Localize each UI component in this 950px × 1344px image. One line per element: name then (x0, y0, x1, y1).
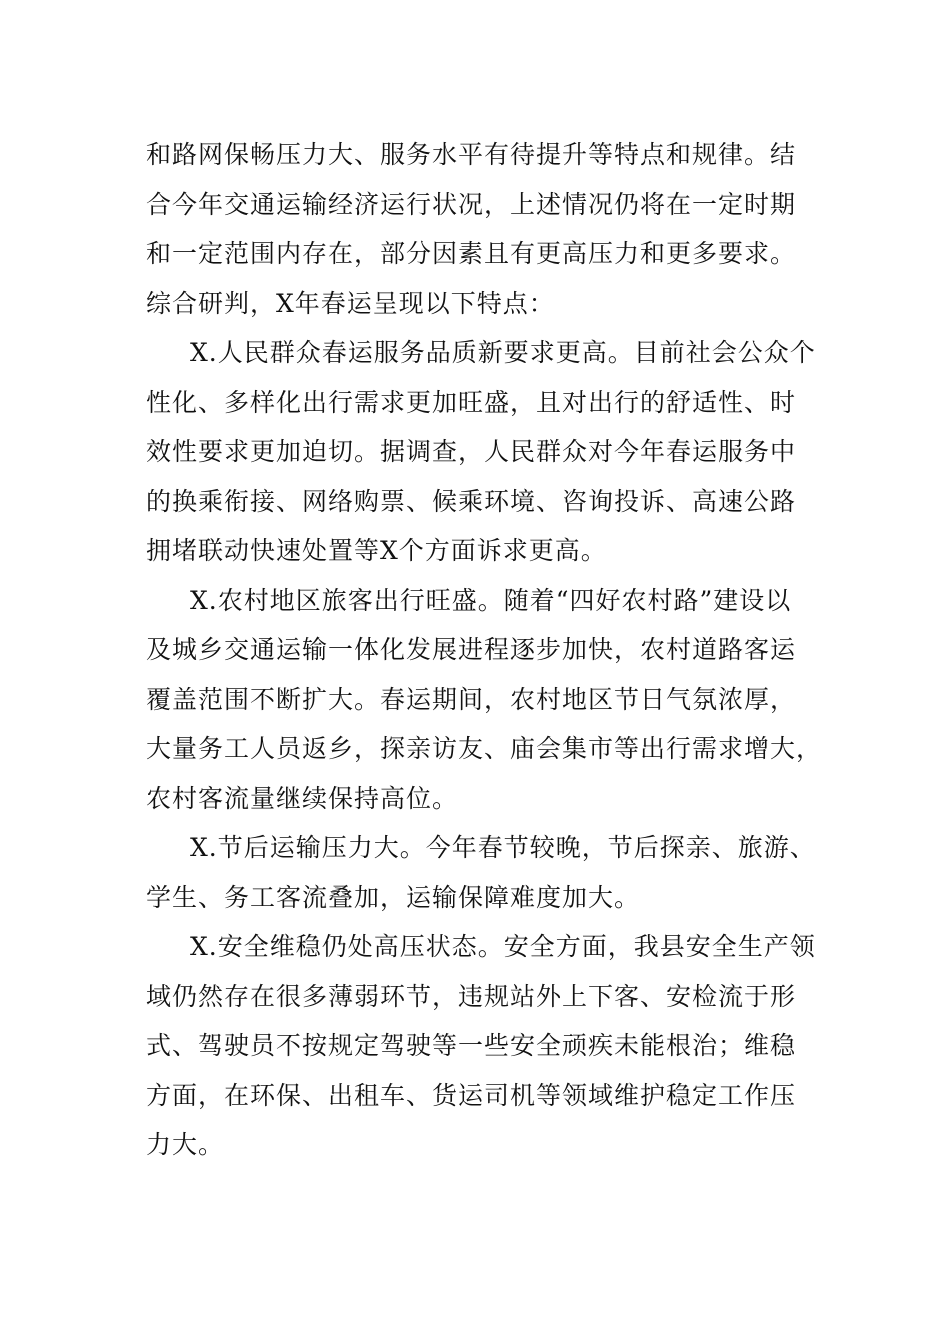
text-line: 覆盖范围不断扩大。春运期间，农村地区节日气氛浓厚， (146, 684, 797, 714)
text-line: 和路网保畅压力大、服务水平有待提升等特点和规律。结 (146, 140, 797, 169)
paragraph-first-line: X.人民群众春运服务品质新要求更高。目前社会公众个 (190, 338, 816, 367)
text-line: 综合研判，X年春运呈现以下特点： (146, 288, 555, 318)
text-line: 域仍然存在很多薄弱环节，违规站外上下客、安检流于形 (146, 981, 797, 1011)
text-line: 的换乘衔接、网络购票、候乘环境、咨询投诉、高速公路 (146, 486, 797, 516)
paragraph-first-line: X.安全维稳仍处高压状态。安全方面，我县安全生产领 (190, 932, 816, 961)
paragraph-first-line: X.节后运输压力大。今年春节较晚，节后探亲、旅游、 (190, 833, 816, 862)
text-line: 合今年交通运输经济运行状况，上述情况仍将在一定时期 (146, 189, 797, 219)
text-line: 效性要求更加迫切。据调查，人民群众对今年春运服务中 (146, 437, 797, 466)
text-line: 力大。 (146, 1130, 225, 1159)
paragraph-first-line: X.农村地区旅客出行旺盛。随着“四好农村路”建设以 (190, 585, 792, 615)
text-line: 拥堵联动快速处置等X个方面诉求更高。 (146, 536, 607, 565)
text-line: 大量务工人员返乡，探亲访友、庙会集市等出行需求增大， (146, 734, 823, 763)
text-line: 农村客流量继续保持高位。 (146, 783, 459, 813)
text-line: 性化、多样化出行需求更加旺盛，且对出行的舒适性、时 (146, 387, 797, 417)
text-line: 和一定范围内存在，部分因素且有更高压力和更多要求。 (146, 239, 797, 268)
document-body (146, 130, 826, 1170)
text-line: 及城乡交通运输一体化发展进程逐步加快，农村道路客运 (146, 635, 797, 664)
text-line: 式、驾驶员不按规定驾驶等一些安全顽疾未能根治；维稳 (146, 1031, 797, 1060)
text-line: 方面，在环保、出租车、货运司机等领域维护稳定工作压 (146, 1080, 797, 1110)
text-line: 学生、务工客流叠加，运输保障难度加大。 (146, 882, 641, 912)
